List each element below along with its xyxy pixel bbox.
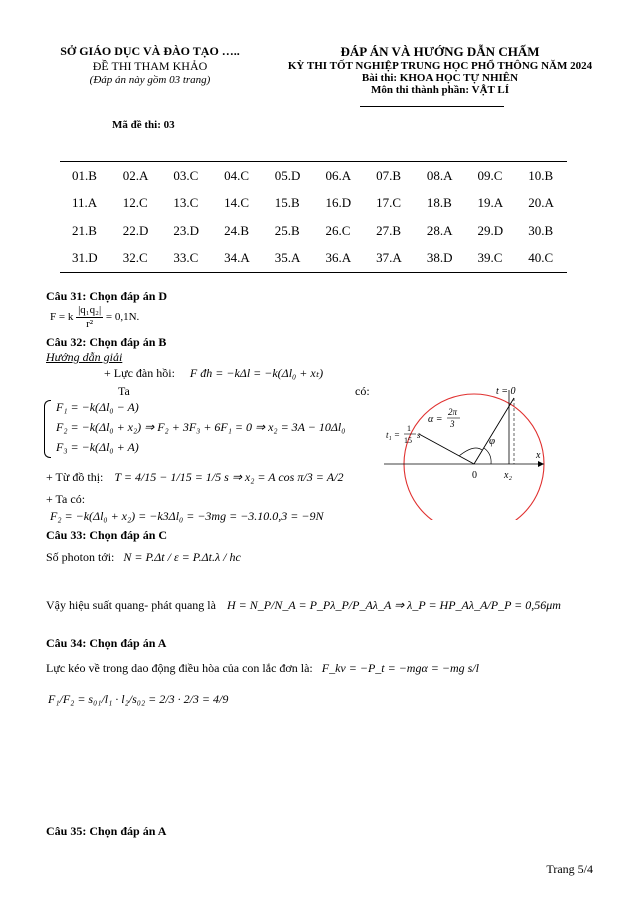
q35-title: Câu 35: Chọn đáp án A [46, 824, 167, 838]
answer-cell: 36.A [313, 245, 364, 273]
q31-formula-rhs: = 0,1N. [105, 311, 140, 324]
org-name: SỞ GIÁO DỤC VÀ ĐÀO TẠO ….. [60, 44, 240, 58]
q34-line2-math: F₁/F₂ = s₀₁/l₁ · l₂/s₀₂ = 2/3 · 2/3 = 4/9 [48, 692, 229, 706]
answer-cell: 04.C [212, 162, 263, 190]
subject-name: Môn thi thành phần: VẬT LÍ [370, 84, 510, 96]
q32-system-eq3: F₃ = −k(Δl₀ + A) [56, 440, 139, 454]
q32-line2-text: + Từ đồ thị: [46, 470, 104, 484]
answer-cell: 15.B [274, 195, 300, 211]
answer-cell: 34.A [212, 245, 263, 273]
q34-line1-math: F_kv = −P_t = −mgα = −mg s/l [321, 661, 479, 675]
q31-formula [50, 304, 139, 331]
answer-cell: 30.B [528, 222, 554, 238]
answer-cell: 26.C [325, 222, 351, 238]
q33-line2 [46, 598, 561, 613]
answer-cell: 38.D [415, 245, 466, 273]
q32-system-eq1: F₁ = −k(Δl₀ − A) [56, 400, 139, 414]
q31-formula-lhs: F = k [50, 311, 74, 324]
answer-cell: 17.C [376, 195, 402, 211]
q34-title: Câu 34: Chọn đáp án A [46, 636, 167, 650]
phasor-circle [404, 394, 544, 520]
phasor-diagram [364, 384, 554, 520]
answer-cell: 16.D [325, 195, 352, 211]
answer-row [60, 190, 567, 218]
answer-cell: 20.A [528, 195, 554, 211]
answer-cell: 09.C [466, 162, 517, 190]
answer-cell: 29.D [477, 222, 504, 238]
answer-row [60, 217, 567, 245]
q32-system-eq2: F₂ = −k(Δl₀ + x₂) ⇒ F₂ + 3F₃ + 6F₁ = 0 ⇒ x₂ = 3A − 10Δl₀ [56, 420, 346, 434]
label-alpha: α = [428, 414, 443, 425]
q31-frac-den: r² [86, 318, 94, 330]
q33-line1 [46, 550, 241, 565]
answer-table [60, 161, 567, 273]
q32-ta: Ta [118, 384, 130, 398]
answer-cell: 10.B [516, 162, 567, 190]
subject-group: Bài thi: KHOA HỌC TỰ NHIÊN [361, 72, 519, 84]
q32-guide: Hướng dẫn giải [46, 350, 123, 364]
exam-type: ĐỀ THI THAM KHẢO [92, 59, 208, 73]
q32-line3-text: + Ta có: [46, 492, 86, 506]
answer-cell: 12.C [122, 195, 148, 211]
q34-line1 [46, 661, 479, 676]
answer-cell: 27.B [376, 222, 402, 238]
q32-title: Câu 32: Chọn đáp án B [46, 335, 167, 349]
answer-cell: 06.A [313, 162, 364, 190]
answer-cell: 23.D [173, 222, 200, 238]
label-x2: x₂ [504, 470, 512, 481]
phi-arc [484, 448, 491, 464]
answer-cell: 21.B [72, 222, 97, 238]
answer-cell: 18.B [426, 195, 452, 211]
answer-cell: 37.A [364, 245, 415, 273]
q32-line2 [46, 470, 343, 485]
q32-line1-math: F đh = −kΔl = −k(Δl₀ + xₜ) [189, 366, 324, 380]
page-count-note: (Đáp án này gồm 03 trang) [89, 74, 211, 86]
label-t1: t₁ = [386, 430, 400, 440]
answer-cell: 14.C [224, 195, 249, 211]
answer-cell: 25.B [274, 222, 300, 238]
page-number: Trang 5/4 [546, 862, 593, 876]
label-t1-num: 1 [407, 424, 411, 433]
exam-name: KỲ THI TỐT NGHIỆP TRUNG HỌC PHỔ THÔNG NĂM 2024 [287, 60, 593, 72]
answer-row [60, 245, 567, 273]
answer-cell: 19.A [477, 195, 504, 211]
q32-co: có: [355, 384, 370, 398]
answer-cell: 33.C [161, 245, 212, 273]
q33-line1-text: Số photon tới: [46, 550, 115, 564]
answer-cell: 13.C [173, 195, 199, 211]
q31-fraction [76, 304, 103, 331]
q32-line3-math: F₂ = −k(Δl₀ + x₂) = −k3Δl₀ = −3mg = −3.10.0,3 = −9N [50, 509, 324, 523]
header-left [40, 44, 260, 86]
label-origin: 0 [472, 470, 477, 481]
header-right [270, 44, 610, 96]
q32-line1-text: + Lực đàn hồi: [104, 366, 175, 380]
answer-cell: 05.D [263, 162, 314, 190]
q33-line1-math: N = P.Δt / ε = P.Δt.λ / hc [123, 550, 241, 564]
answer-cell: 08.A [415, 162, 466, 190]
q32-system-brace [44, 400, 51, 458]
label-x-axis: x [536, 450, 541, 461]
answer-cell: 02.A [111, 162, 162, 190]
answer-row [60, 162, 567, 190]
q32-line2-math: T = 4/15 − 1/15 = 1/5 s ⇒ x₂ = A cos π/3 = A/2 [114, 470, 344, 484]
answer-cell: 11.A [72, 195, 98, 211]
answer-cell: 31.D [60, 245, 111, 273]
q32-line1 [104, 366, 323, 381]
exam-code: Mã đề thi: 03 [112, 119, 175, 131]
answer-cell: 07.B [364, 162, 415, 190]
answer-cell: 28.A [426, 222, 453, 238]
doc-title: ĐÁP ÁN VÀ HƯỚNG DẪN CHẤM [340, 44, 540, 59]
q33-title: Câu 33: Chọn đáp án C [46, 528, 168, 542]
answer-cell: 39.C [466, 245, 517, 273]
label-alpha-den: 3 [450, 419, 455, 429]
label-t1-den: 15 [404, 436, 412, 445]
phasor-t1 [419, 434, 474, 464]
answer-cell: 40.C [516, 245, 567, 273]
answer-cell: 01.B [60, 162, 111, 190]
q33-line2-text: Vậy hiệu suất quang- phát quang là [46, 598, 216, 612]
answer-cell: 32.C [111, 245, 162, 273]
q34-line1-text: Lực kéo về trong dao động điều hòa của con lắc đơn là: [46, 661, 313, 675]
answer-cell: 22.D [122, 222, 149, 238]
label-s: s [417, 430, 421, 440]
q31-frac-num: |q₁q₂| [78, 304, 102, 316]
header-rule [360, 106, 504, 107]
answer-cell: 35.A [263, 245, 314, 273]
phasor-t0 [474, 398, 514, 464]
q33-line2-math: H = N_P/N_A = P_Pλ_P/P_Aλ_A ⇒ λ_P = HP_Aλ_A/P_P = 0,56μm [226, 598, 561, 612]
label-t0: t = 0 [496, 386, 516, 397]
x-axis-arrow [538, 461, 544, 467]
alpha-arc [459, 448, 482, 456]
answer-cell: 24.B [224, 222, 249, 238]
q31-title: Câu 31: Chọn đáp án D [46, 289, 168, 303]
answer-cell: 03.C [161, 162, 212, 190]
label-phi: φ [489, 435, 496, 447]
label-alpha-num: 2π [448, 407, 458, 417]
